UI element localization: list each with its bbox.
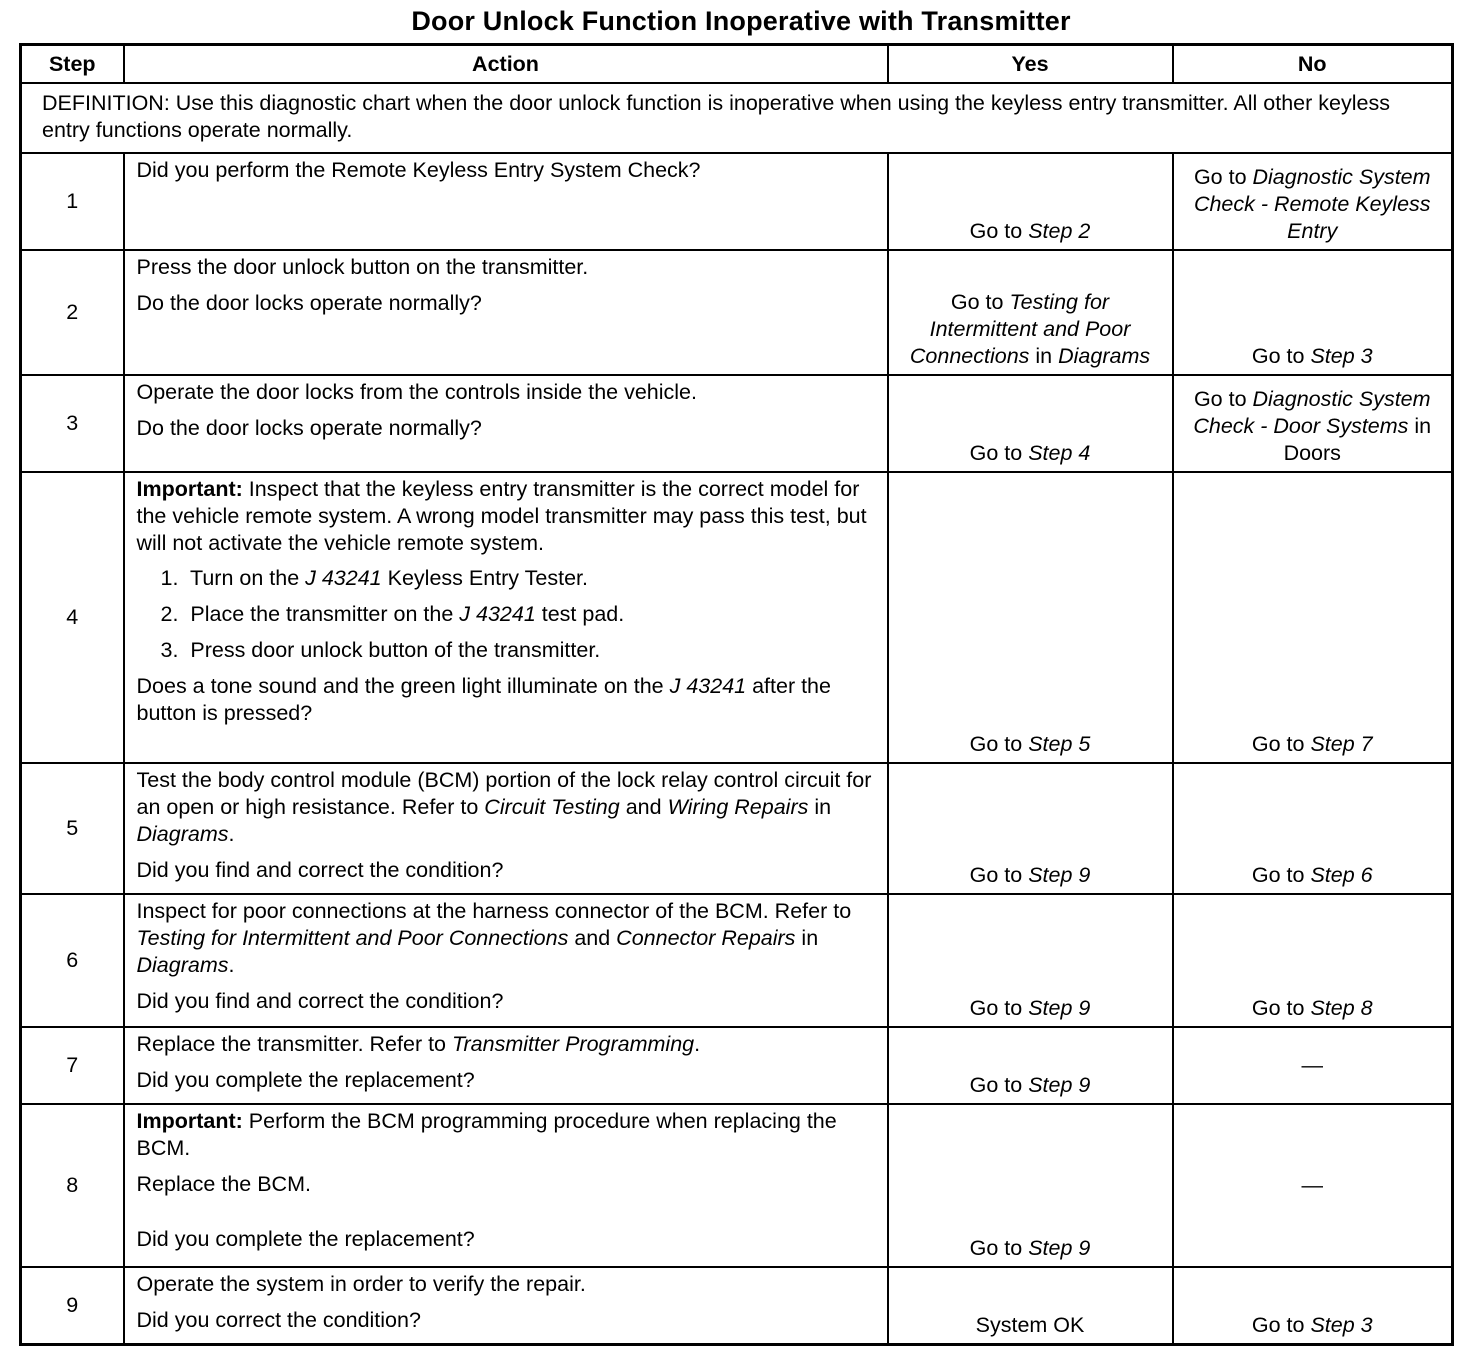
no-outcome — [1173, 1027, 1453, 1104]
action-paragraph — [137, 290, 879, 317]
no-outcome — [1173, 1104, 1453, 1267]
action-paragraph — [137, 379, 879, 406]
text-run: Did you complete the replacement? — [136, 1227, 475, 1251]
procedure-list — [137, 565, 879, 664]
action-paragraph — [137, 767, 879, 848]
text-run: Go to — [969, 441, 1029, 465]
step-action — [124, 250, 888, 375]
text-run: Did you perform the Remote Keyless Entry System Check? — [136, 158, 701, 182]
text-run: Did you find and correct the condition? — [136, 989, 504, 1013]
reference-text: Step 2 — [1028, 219, 1091, 243]
step-number: 6 — [21, 894, 124, 1027]
action-paragraph — [137, 157, 879, 184]
step-action — [124, 763, 888, 894]
header-row — [21, 45, 1453, 84]
header-action: Action — [124, 45, 888, 84]
definition-row — [21, 83, 1453, 153]
text-run: 2. Place the transmitter on the — [160, 602, 460, 626]
step-number: 8 — [21, 1104, 124, 1267]
no-outcome — [1173, 894, 1453, 1027]
step-row — [21, 472, 1453, 763]
reference-text: Step 9 — [1028, 1073, 1091, 1097]
text-run: Replace the BCM. — [136, 1172, 311, 1196]
step-number: 1 — [21, 153, 124, 250]
reference-text: J 43241 — [459, 602, 536, 626]
action-paragraph — [137, 857, 879, 884]
reference-text: Wiring Repairs — [667, 795, 809, 819]
text-run: test pad. — [535, 602, 625, 626]
no-outcome — [1173, 472, 1453, 763]
yes-outcome — [888, 250, 1173, 375]
action-paragraph — [137, 415, 879, 442]
yes-outcome — [888, 1104, 1173, 1267]
procedure-item — [161, 637, 879, 664]
text-run: — — [1301, 1172, 1323, 1197]
text-run: Do the door locks operate normally? — [136, 416, 482, 440]
reference-text: Step 6 — [1310, 863, 1373, 887]
text-run: Go to — [969, 996, 1029, 1020]
text-run: Keyless Entry Tester. — [381, 566, 588, 590]
text-run: Go to — [969, 732, 1029, 756]
emphasis-label: Important: — [136, 477, 243, 501]
yes-outcome — [888, 1027, 1173, 1104]
step-row — [21, 1027, 1453, 1104]
text-run: Go to — [1251, 732, 1311, 756]
text-run: Replace the transmitter. Refer to — [136, 1032, 452, 1056]
reference-text: Diagrams — [1058, 344, 1151, 368]
spacer — [137, 1198, 879, 1226]
reference-text: Step 9 — [1028, 1236, 1091, 1260]
reference-text: Diagrams — [136, 822, 229, 846]
step-number: 7 — [21, 1027, 124, 1104]
header-no: No — [1173, 45, 1453, 84]
step-number: 4 — [21, 472, 124, 763]
step-action — [124, 1104, 888, 1267]
text-run: Go to — [1193, 387, 1253, 411]
no-outcome — [1173, 763, 1453, 894]
step-action — [124, 153, 888, 250]
procedure-item — [161, 601, 879, 628]
reference-text: Transmitter Programming — [451, 1032, 695, 1056]
text-run: Go to — [1251, 996, 1311, 1020]
text-run: 1. Turn on the — [160, 566, 306, 590]
text-run: Operate the door locks from the controls inside the vehicle. — [136, 380, 697, 404]
action-paragraph — [137, 1067, 879, 1094]
step-row — [21, 250, 1453, 375]
reference-text: Step 3 — [1310, 344, 1373, 368]
yes-outcome — [888, 472, 1173, 763]
step-number: 2 — [21, 250, 124, 375]
text-run: Did you correct the condition? — [136, 1308, 421, 1332]
no-outcome — [1173, 375, 1453, 472]
text-run: Go to — [969, 1073, 1029, 1097]
reference-text: Diagrams — [136, 953, 229, 977]
yes-outcome — [888, 375, 1173, 472]
action-paragraph — [137, 1307, 879, 1334]
reference-text: Step 3 — [1310, 1313, 1373, 1337]
text-run: after the button is pressed? — [136, 674, 831, 725]
header-step: Step — [21, 45, 124, 84]
no-outcome — [1173, 153, 1453, 250]
step-number: 5 — [21, 763, 124, 894]
no-outcome — [1173, 250, 1453, 375]
step-action — [124, 1027, 888, 1104]
step-number: 9 — [21, 1267, 124, 1345]
definition-text: DEFINITION: Use this diagnostic chart when the door unlock function is inoperative when using the keyless entry transmitter. All other keyless entry functions operate normally. — [21, 83, 1453, 153]
emphasis-label: Important: — [136, 1109, 243, 1133]
text-run: Test the body control module (BCM) portion of the lock relay control circuit for an open or high resistance. Refer to — [136, 768, 872, 819]
text-run: Go to — [969, 863, 1029, 887]
step-action — [124, 894, 888, 1027]
no-outcome — [1173, 1267, 1453, 1345]
text-run: — — [1301, 1052, 1323, 1077]
text-run: Go to — [969, 1236, 1029, 1260]
step-row — [21, 153, 1453, 250]
page-title: Door Unlock Function Inoperative with Transmitter — [411, 6, 1071, 36]
step-row — [21, 1104, 1453, 1267]
yes-outcome — [888, 1267, 1173, 1345]
reference-text: Step 8 — [1310, 996, 1373, 1020]
step-action — [124, 472, 888, 763]
step-row — [21, 375, 1453, 472]
text-run: Did you find and correct the condition? — [136, 858, 504, 882]
text-run: in — [795, 926, 819, 950]
reference-text: Circuit Testing — [484, 795, 620, 819]
action-paragraph — [137, 254, 879, 281]
action-paragraph — [137, 898, 879, 979]
text-run: in — [1029, 344, 1059, 368]
yes-outcome — [888, 894, 1173, 1027]
action-paragraph — [137, 1271, 879, 1298]
yes-outcome — [888, 153, 1173, 250]
reference-text: J 43241 — [669, 674, 747, 698]
reference-text: Diagnostic System Check - Remote Keyless Entry — [1193, 165, 1431, 243]
text-run: Go to — [1251, 863, 1311, 887]
header-yes: Yes — [888, 45, 1173, 84]
text-run: Operate the system in order to verify the repair. — [136, 1272, 586, 1296]
reference-text: Diagnostic System Check - Door Systems — [1193, 387, 1431, 438]
text-run: Inspect for poor connections at the harness connector of the BCM. Refer to — [136, 899, 852, 923]
text-run: Do the door locks operate normally? — [136, 291, 482, 315]
text-run: 3. Press door unlock button of the transmitter. — [160, 638, 601, 662]
procedure-item — [161, 565, 879, 592]
action-paragraph — [137, 673, 879, 727]
reference-text: Step 9 — [1028, 863, 1091, 887]
text-run: . — [228, 953, 235, 977]
action-paragraph — [137, 1108, 879, 1162]
text-run: and — [619, 795, 668, 819]
reference-text: Testing for Intermittent and Poor Connections — [909, 290, 1131, 368]
step-number: 3 — [21, 375, 124, 472]
action-paragraph — [137, 1171, 879, 1198]
reference-text: Step 5 — [1028, 732, 1091, 756]
diagnostic-table — [19, 43, 1454, 1346]
action-paragraph — [137, 988, 879, 1015]
text-run: in Doors — [1283, 414, 1432, 465]
text-run: and — [568, 926, 617, 950]
step-action — [124, 1267, 888, 1345]
step-action — [124, 375, 888, 472]
reference-text: Step 4 — [1028, 441, 1091, 465]
text-run: Go to — [1251, 344, 1311, 368]
text-run: Did you complete the replacement? — [136, 1068, 475, 1092]
reference-text: Testing for Intermittent and Poor Connections — [136, 926, 569, 950]
step-row — [21, 763, 1453, 894]
text-run: System OK — [975, 1313, 1085, 1337]
text-run: in — [808, 795, 832, 819]
text-run: Press the door unlock button on the transmitter. — [136, 255, 589, 279]
reference-text: Step 7 — [1310, 732, 1373, 756]
text-run: Perform the BCM programming procedure when replacing the BCM. — [136, 1109, 837, 1160]
text-run: Go to — [1193, 165, 1253, 189]
text-run: Inspect that the keyless entry transmitter is the correct model for the vehicle remote system. A wrong model transmitter may pass this test, but will not activate the vehicle remote system. — [136, 477, 867, 555]
text-run: . — [694, 1032, 701, 1056]
text-run: Go to — [950, 290, 1010, 314]
text-run: Does a tone sound and the green light illuminate on the — [136, 674, 670, 698]
yes-outcome — [888, 763, 1173, 894]
text-run: Go to — [1251, 1313, 1311, 1337]
step-row — [21, 894, 1453, 1027]
action-paragraph — [137, 476, 879, 557]
reference-text: Connector Repairs — [616, 926, 796, 950]
text-run: Go to — [969, 219, 1029, 243]
text-run: . — [228, 822, 235, 846]
reference-text: J 43241 — [305, 566, 382, 590]
action-paragraph — [137, 1031, 879, 1058]
reference-text: Step 9 — [1028, 996, 1091, 1020]
action-paragraph — [137, 1226, 879, 1253]
step-row — [21, 1267, 1453, 1345]
